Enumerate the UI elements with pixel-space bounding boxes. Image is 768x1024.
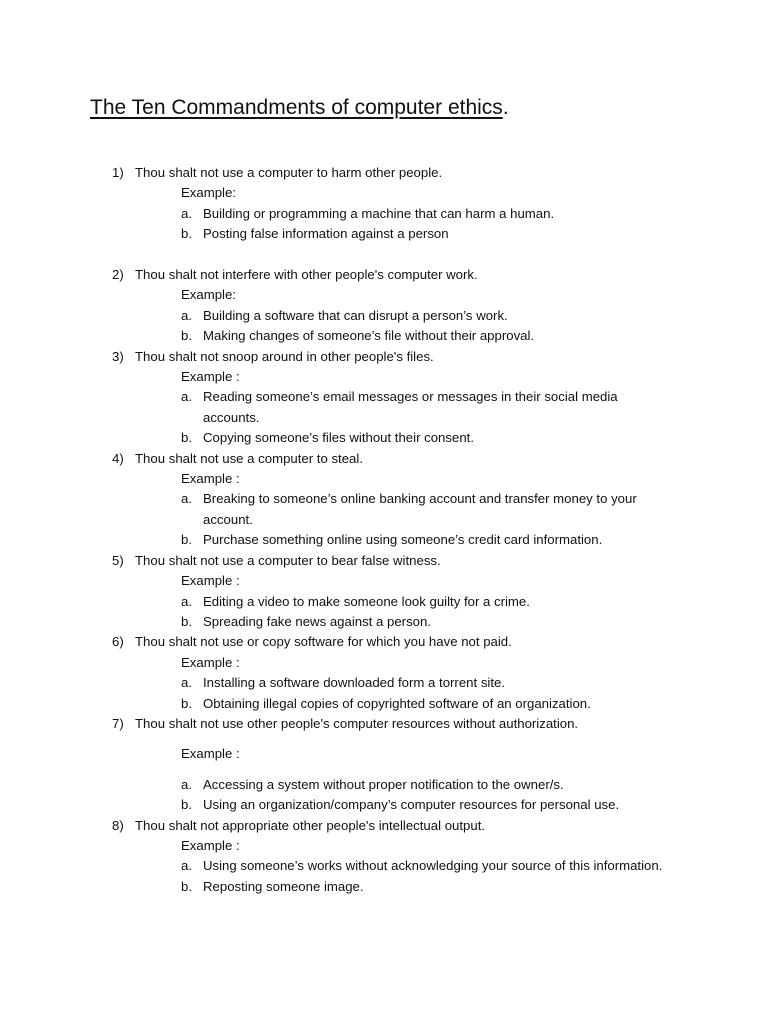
example-item [181, 612, 671, 632]
commandment-2 [112, 265, 712, 347]
example-label: Example : [181, 746, 240, 762]
example-item [181, 387, 671, 428]
example-letter: b. [181, 613, 192, 629]
example-text: Obtaining illegal copies of copyrighted software of an organization. [203, 695, 591, 711]
commandment-number: 7) [112, 715, 124, 731]
example-text: Building a software that can disrupt a person’s work. [203, 307, 508, 323]
example-item [181, 204, 671, 224]
spacer [112, 734, 712, 744]
commandment-number: 6) [112, 634, 124, 650]
example-text: Breaking to someone’s online banking account and transfer money to your account. [203, 491, 637, 527]
example-label: Example : [181, 573, 240, 589]
example-item [181, 224, 671, 244]
example-text: Purchase something online using someone’s credit card information. [203, 532, 603, 548]
example-letter: a. [181, 858, 192, 874]
commandment-line [112, 714, 712, 734]
commandment-7 [112, 714, 712, 816]
commandment-line [112, 632, 712, 652]
example-label: Example: [181, 287, 236, 303]
example-item [181, 673, 671, 693]
commandment-6 [112, 632, 712, 714]
commandment-line [112, 163, 712, 183]
example-letter: a. [181, 675, 192, 691]
example-text: Making changes of someone’s file without their approval. [203, 328, 535, 344]
page-title-period: . [502, 96, 509, 119]
page-title-text: The Ten Commandments of computer ethics [90, 96, 503, 119]
commandment-3 [112, 347, 712, 449]
example-label: Example : [181, 837, 240, 853]
example-item [181, 326, 671, 346]
commandment-text: Thou shalt not use other people's computer resources without authorization. [135, 715, 579, 731]
commandment-number: 5) [112, 552, 124, 568]
commandment-8 [112, 816, 712, 898]
commandment-text: Thou shalt not use a computer to steal. [135, 450, 363, 466]
commandment-line [112, 265, 712, 285]
commandment-1 [112, 163, 712, 245]
commandment-text: Thou shalt not snoop around in other people's files. [135, 348, 434, 364]
example-text: Installing a software downloaded form a torrent site. [203, 675, 506, 691]
commandment-text: Thou shalt not use a computer to bear false witness. [135, 552, 441, 568]
commandment-5 [112, 551, 712, 633]
example-item [181, 694, 671, 714]
example-item [181, 592, 671, 612]
commandment-line [112, 816, 712, 836]
example-letter: b. [181, 226, 192, 242]
commandment-number: 3) [112, 348, 124, 364]
example-letter: a. [181, 491, 192, 507]
example-text: Reading someone’s email messages or messages in their social media accounts. [203, 389, 618, 425]
commandment-number: 4) [112, 450, 124, 466]
example-letter: a. [181, 776, 192, 792]
example-text: Reposting someone image. [203, 878, 364, 894]
example-item [181, 489, 671, 530]
commandment-4 [112, 449, 712, 551]
example-letter: b. [181, 797, 192, 813]
spacer [112, 245, 712, 255]
example-text: Building or programming a machine that can harm a human. [203, 205, 555, 221]
spacer [112, 765, 712, 775]
example-letter: a. [181, 593, 192, 609]
commandment-line [112, 347, 712, 367]
example-text: Accessing a system without proper notification to the owner/s. [203, 776, 564, 792]
commandment-text: Thou shalt not use or copy software for which you have not paid. [135, 634, 512, 650]
example-letter: b. [181, 695, 192, 711]
example-text: Using someone’s works without acknowledging your source of this information. [203, 858, 663, 874]
example-item [181, 795, 671, 815]
example-text: Posting false information against a person [203, 226, 449, 242]
example-item [181, 306, 671, 326]
commandment-text: Thou shalt not interfere with other people's computer work. [135, 267, 478, 283]
example-letter: b. [181, 532, 192, 548]
example-item [181, 530, 671, 550]
example-label: Example: [181, 185, 236, 201]
example-item [181, 775, 671, 795]
commandment-text: Thou shalt not use a computer to harm other people. [135, 165, 443, 180]
example-letter: b. [181, 878, 192, 894]
example-letter: a. [181, 389, 192, 405]
example-label: Example : [181, 471, 240, 487]
page-title [90, 94, 509, 122]
example-letter: b. [181, 430, 192, 446]
commandment-line [112, 449, 712, 469]
example-label: Example : [181, 654, 240, 670]
example-letter: a. [181, 205, 192, 221]
commandment-line [112, 551, 712, 571]
commandment-text: Thou shalt not appropriate other people's intellectual output. [135, 817, 486, 833]
example-text: Using an organization/company’s computer resources for personal use. [203, 797, 620, 813]
example-letter: b. [181, 328, 192, 344]
example-text: Spreading fake news against a person. [203, 613, 431, 629]
commandments-list [112, 163, 712, 897]
commandment-number: 2) [112, 267, 124, 283]
example-text: Editing a video to make someone look guilty for a crime. [203, 593, 530, 609]
example-item [181, 877, 671, 897]
example-item [181, 428, 671, 448]
example-text: Copying someone’s files without their consent. [203, 430, 474, 446]
commandment-number: 1) [112, 165, 124, 180]
example-label: Example : [181, 369, 240, 385]
spacer [112, 255, 712, 265]
example-item [181, 856, 671, 876]
example-letter: a. [181, 307, 192, 323]
commandment-number: 8) [112, 817, 124, 833]
